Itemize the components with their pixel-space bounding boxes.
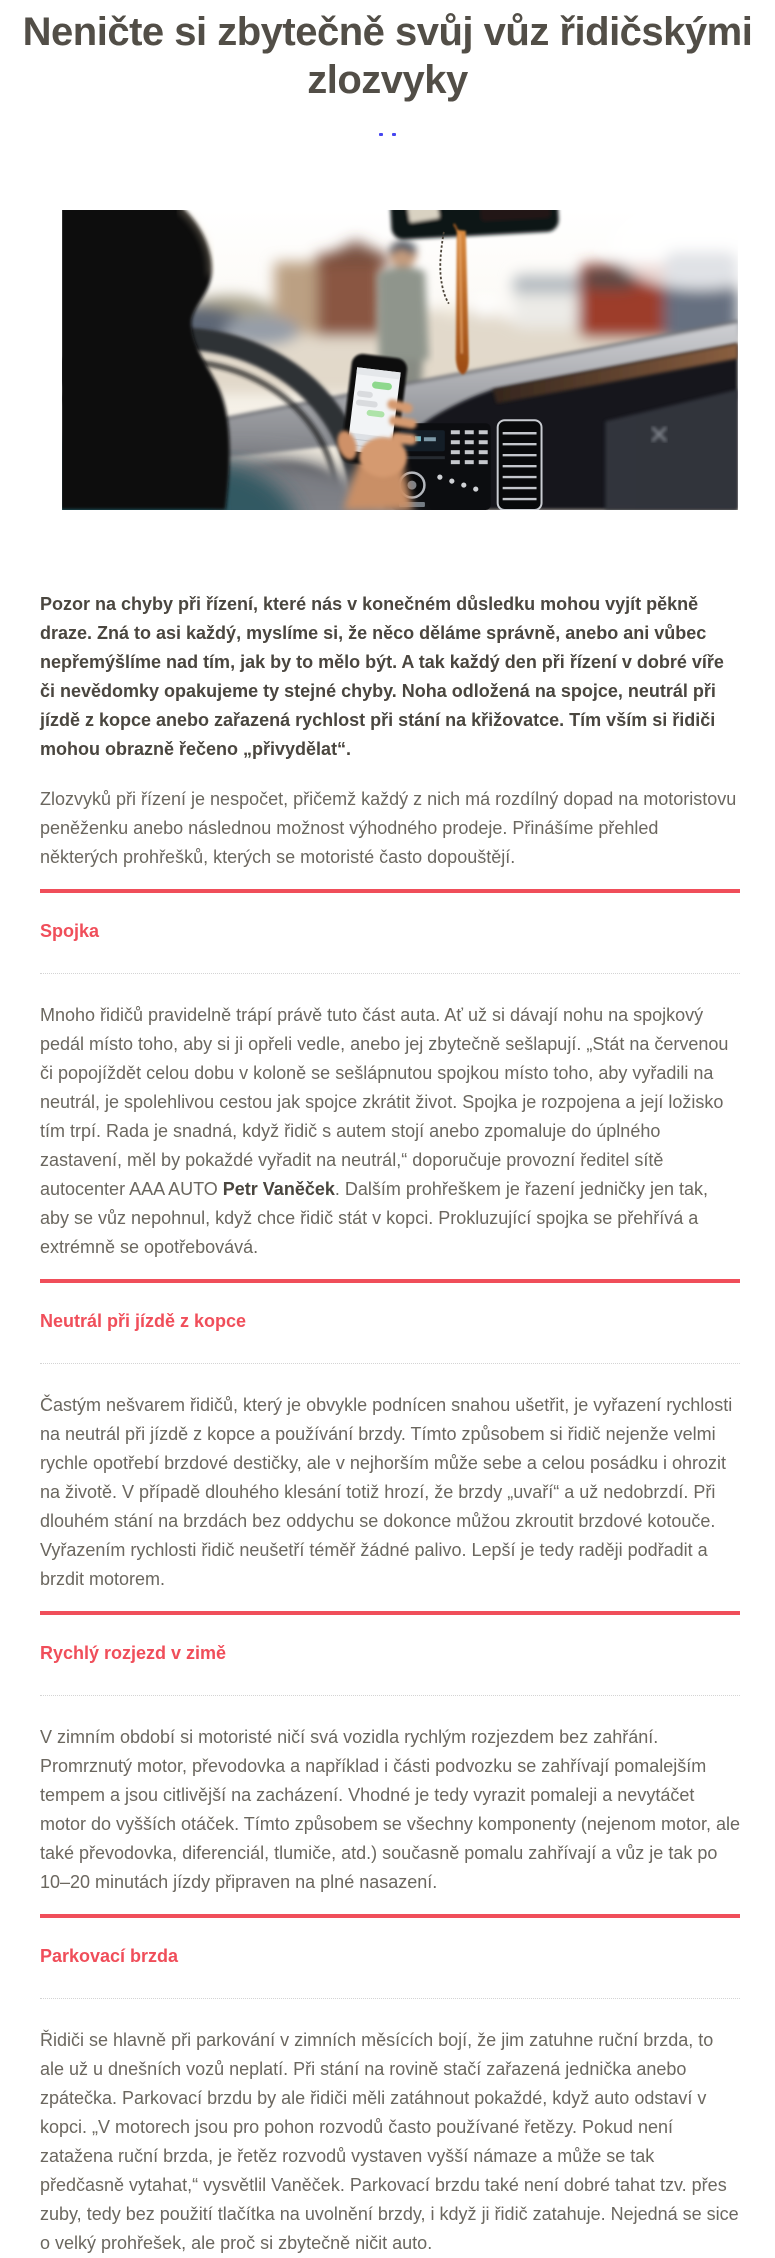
section-text: Mnoho řidičů pravidelně trápí právě tuto část auta. Ať už si dávají nohu na spojkový pedál místo toho, aby si ji opřeli vedle, anebo jej zbytečně sešlapují. „Stát na červenou či popojíždět celou dobu v koloně se sešlápnutou spojkou místo toho, aby vyřadili na neutrál, je spolehlivou cestou jak spojce zkrátit život. Spojka je rozpojena a její ložisko tím trpí. Rada je snadná, když řidič s autem stojí anebo zpomaluje do úplného zastavení, měl by pokaždé vyřadit na neutrál,“ doporučuje provozní ředitel sítě autocenter AAA AUTO bbox=[40, 1005, 729, 1199]
section-divider-dotted bbox=[40, 1363, 740, 1364]
section-heading: Parkovací brzda bbox=[40, 1946, 179, 1966]
section-divider-red bbox=[40, 1279, 740, 1283]
lead-paragraph: Pozor na chyby při řízení, které nás v konečném důsledku mohou vyjít pěkně draze. Zná to asi každý, myslíme si, že něco děláme správně, anebo ani vůbec nepřemýšlíme nad tím, jak by to mělo být. A tak každý den při řízení v dobré víře či nevědomky opakujeme ty stejné chyby. Noha odložená na spojce, neutrál při jízdě z kopce anebo zařazená rychlost při stání na křižovatce. Tím vším si řidiči mohou obrazně řečeno „přivydělat“. bbox=[40, 594, 724, 759]
page-title: Neničte si zbytečně svůj vůz řidičskými zlozvyky bbox=[22, 10, 753, 102]
section-heading: Neutrál při jízdě z kopce bbox=[40, 1311, 247, 1331]
section-rozjezd bbox=[40, 1611, 740, 1897]
article-hero-image bbox=[62, 210, 738, 510]
section-divider-red bbox=[40, 889, 740, 893]
intro-paragraph: Zlozvyků při řízení je nespočet, přičemž každý z nich má rozdílný dopad na motoristovu peněženku anebo následnou možnost výhodného prodeje. Přinášíme přehled některých prohřešků, kterých se motoristé často dopouštějí. bbox=[40, 789, 737, 867]
section-paragraph: V zimním období si motoristé ničí svá vozidla rychlým rozjezdem bez zahřání. Promrznutý motor, převodovka a například i části podvozku se zahřívají pomalejším tempem a jsou citlivější na zacházení. Vhodné je tedy vyrazit pomaleji a nevytáčet motor do vyšších otáček. Tímto způsobem se všechny komponenty (nejenom motor, ale také převodovka, diferenciál, tlumiče, atd.) současně pomalu zahřívají a vůz je tak po 10–20 minutách jízdy připraven na plné nasazení. bbox=[40, 1727, 740, 1892]
section-divider-red bbox=[40, 1914, 740, 1918]
section-paragraph: Častým nešvarem řidičů, který je obvykle podnícen snahou ušetřit, je vyřazení rychlosti na neutrál při jízdě z kopce a používání brzdy. Tímto způsobem si řidič nejenže velmi rychle opotřebí brzdové destičky, ale v nejhorším může sebe a celou posádku i ohrozit na životě. V případě dlouhého klesání totiž hrozí, že brzdy „uvaří“ a už nedobrzdí. Při dlouhém stání na brzdách bez oddychu se dokonce můžou zkroutit brzdové kotouče. Vyřazením rychlosti řidič neušetří téměř žádné palivo. Lepší je tedy raději podřadit a brzdit motorem. bbox=[40, 1395, 733, 1589]
air-vent bbox=[498, 420, 542, 510]
section-heading: Spojka bbox=[40, 921, 100, 941]
section-paragraph: Řidiči se hlavně při parkování v zimních měsících bojí, že jim zatuhne ruční brzda, to ale už u dnešních vozů neplatí. Při stání na rovině stačí zařazená jednička anebo zpátečka. Parkovací brzdu by ale řidiči měli zatáhnout pokaždé, když auto odstaví v kopci. „V motorech jsou pro pohon rozvodů často používané řetězy. Pokud není zatažena ruční brzda, je řetěz rozvodů vystaven vyšší námaze a může se tak předčasně vytahat,“ vysvětlil Vaněček. Parkovací brzdu také není dobré tahat tzv. přes zuby, tedy bez použití tlačítka na uvolnění brzdy, i když ji řidič zatahuje. Nejedná se sice o velký prohřešek, ale proč si zbytečně ničit auto. bbox=[40, 2030, 739, 2253]
section-brzda bbox=[40, 1914, 740, 2258]
section-heading: Rychlý rozjezd v zimě bbox=[40, 1643, 227, 1663]
person-name: Petr Vaněček bbox=[222, 1179, 335, 1199]
section-text: . Dalším prohřeškem je řazení jedničky jen tak, aby se vůz nepohnul, když chce řidič stát v kopci. Prokluzující spojka se přehřívá a extrémně se opotřebovává. bbox=[40, 1179, 709, 1257]
section-neutral bbox=[40, 1279, 740, 1594]
section-spojka bbox=[40, 889, 740, 1262]
section-paragraph bbox=[40, 1001, 740, 1262]
section-divider-dotted bbox=[40, 973, 740, 974]
title-ornament-dots bbox=[0, 132, 775, 136]
section-divider-red bbox=[40, 1611, 740, 1615]
section-divider-dotted bbox=[40, 1695, 740, 1696]
article-body bbox=[40, 590, 740, 2258]
driver-texting-photo bbox=[62, 210, 738, 510]
section-divider-dotted bbox=[40, 1998, 740, 1999]
